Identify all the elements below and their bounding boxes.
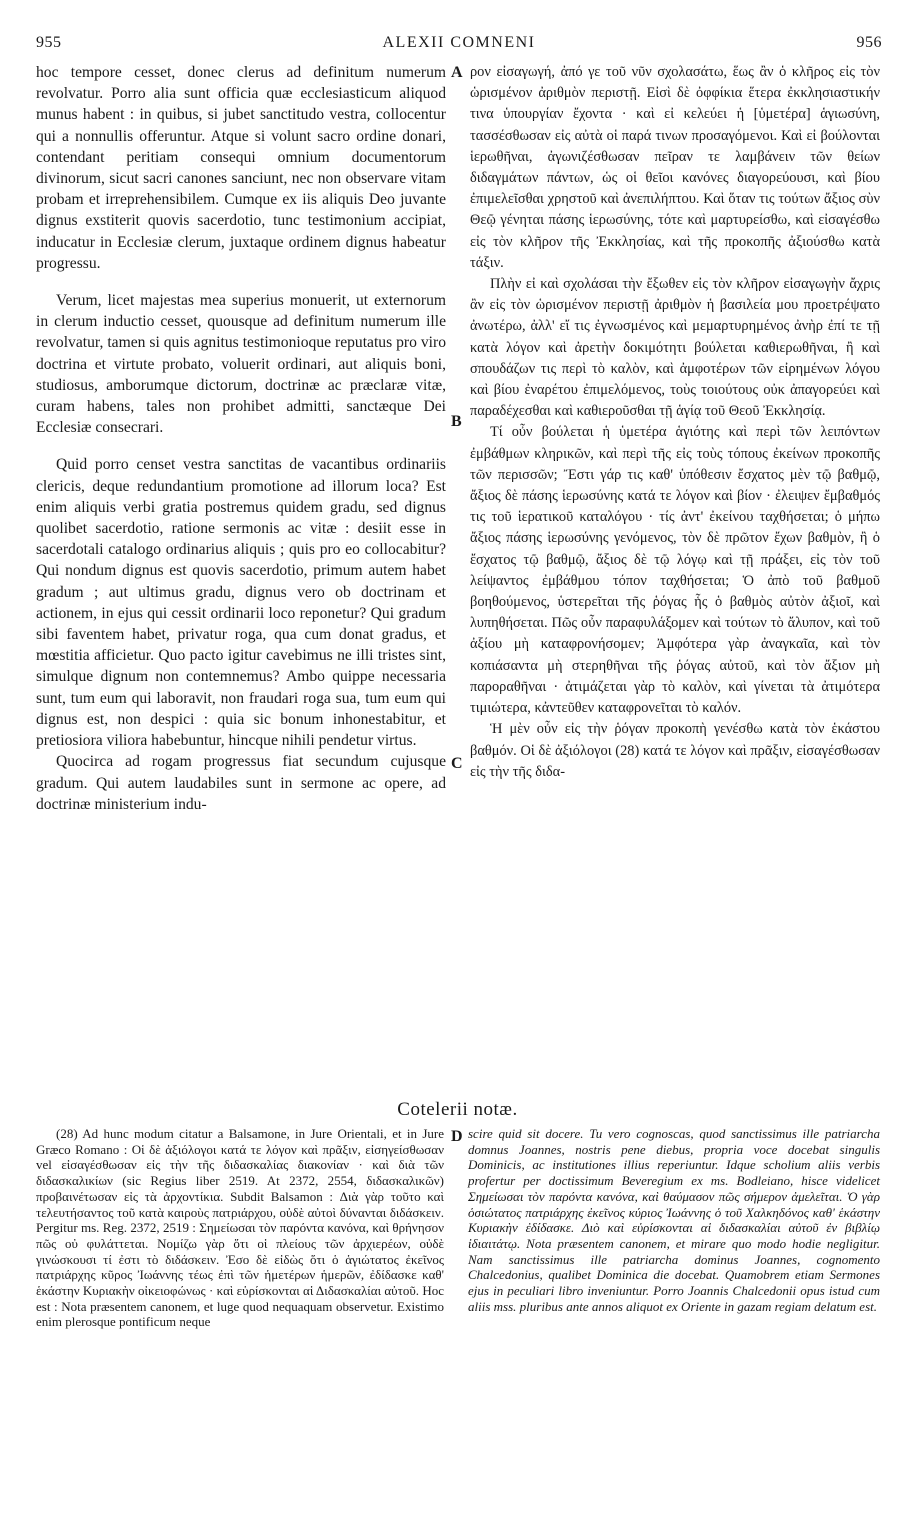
latin-paragraph: Verum, licet majestas mea superius monuerit, ut externorum in clerum inductio cesset, quousque ad definitum numerum ille revolvatur, tamen si quis agnitus testimonioque reputatus pro viro doctrina et virtute probato, voluerit ordinari, aut aliquis boni, studiosus, amborumque dictorum, doctrinæ ac præclaræ vitæ, curam habens, tales non prohibet admitti, sanctæque Dei Ecclesiæ consecrari.	[36, 292, 446, 437]
margin-marker-c: C	[451, 755, 463, 772]
margin-marker-a: A	[451, 64, 463, 81]
running-title: ALEXII COMNENI	[382, 34, 536, 51]
notes-title: Cotelerii notæ.	[397, 1099, 518, 1120]
note-paragraph: (28) Ad hunc modum citatur a Balsamone, in Jure Orientali, et in Jure Græco Romano : Οἱ δὲ ἀξιόλογοι κατά τε λόγον καὶ πρᾶξιν, εἰσηγείσθωσαν vel εἰσαγέσθωσαν εἰς τὴν τῆς διδασκαλίας διακονίαν · καὶ διὰ τῶν διδασκαλικίων (sic Regius liber 2519. At 2372, 2554, διδασκαλικῶν) προβαινέτωσαν εἰς τὰ ἀρχοντίκια. Subdit Balsamon : Διὰ γὰρ τοῦτο καὶ τελευτήσαντος τοῦ κατὰ καιροὺς πατριάρχου, οὐδὲ αὐτοὶ δύνανται διδάσκειν. Pergitur ms. Reg. 2372, 2519 : Σημείωσαι τὸν παρόντα κανόνα, καὶ θρήνησον πῶς οὐ φυλάττεται. Νομίζω γὰρ ὅτι οἱ πλείους τῶν ἀρχιερέων, οὐδὲ γινώσκουσι τί ἐστι τὸ διδάσκειν. Ἐσο δὲ εἰδὼς ὅτι ὁ ἁγιώτατος ἐκεῖνος πατριάρχης κῦρος Ἰωάννης τέως ἐπὶ τῶν ἡμετέρων ἡμερῶν, ἐδίδασκε καθ' ἑκάστην Κυριακὴν οἰκειοφώνως · καὶ εὑρίσκονται αἱ Διδασκαλίαι αὐτοῦ. Hoc est : Nota præsentem canonem, et luge quod nequaquam observetur. Existimo enim plerosque pontificum neque	[36, 1126, 444, 1330]
note-paragraph: scire quid sit docere. Tu vero cognoscas, quod sanctissimus ille patriarcha domnus Joannes, nostris pene diebus, propria voce docebat singulis Dominicis, ac institutiones illius reperiuntur. Idque scholium aliis verbis profertur per doctissimum Beveregium ex ms. Bodleiano, hisce videlicet Σημείωσαι τὸν παρόντα κανόνα, καὶ θαύμασον πῶς σήμερον ἀμελεῖται. Ὁ γὰρ ὁσιώτατος πατριάρχης ἐκεῖνος κύριος Ἰωάννης ὁ τοῦ Χαλκηδόνος καθ' ἑκάστην Κυριακὴν ἐδίδασκε. Διὸ καὶ εὑρίσκονται αἱ διδασκαλίαι αὐτοῦ ἐν βιβλίῳ ἰδιαιτάτῳ. Nota præsentem canonem, et mirare quo modo hodie negligitur. Nam sanctissimus ille patriarcha dominus Joannes, cognomento Chalcedonius, qualibet Dominica die docebat. Quamobrem etiam Sermones ejus in peculiari libro inveniuntur. Porro Joannis Chalcedonii opus istud cum aliis mss. pluribus ante annos aliquot ex Oriente in gazam regiam delatum est.	[468, 1126, 880, 1314]
latin-column	[36, 62, 446, 815]
latin-paragraph: Quid porro censet vestra sanctitas de vacantibus ordinariis clericis, deque redundantium promotione ad illorum loca? Est enim aliquis verbi gratia postremus quidem gradu, sed dignus quolibet sacerdotio, ratione sermonis ac vitæ : desiit esse in sacerdotali catalogo ordinarius aliquis ; quis pro eo collocabitur? Qui nondum dignus est quovis sacerdotio, primum autem habet gradum ; aut ultimus gradu, dignus vero ob doctrinam et actionem, in ejus qui cessit ordinarii loco reponetur? Qui gradum sibi faventem habet, privatur roga, qua cum donat gradus, et mœstitia afficietur. Quo pacto igitur cavebimus ne illi tristes sint, simulque dignum non contemnemus? Ambo quippe necessaria sunt, tum eum qui laboravit, non fraudari roga sua, tum eum qui dignus est, non despici : quia sic bonum inhonestabitur, et pretiosiora viliora habebuntur, hincque nihili pendetur virtus.	[36, 456, 446, 750]
latin-paragraph: hoc tempore cesset, donec clerus ad definitum numerum revolvatur. Porro alia sunt officia quæ ecclesiasticum aliquod munus habent : in quibus, si jubet sanctitudo vestra, collocentur qui a nonnullis offeruntur. Atque si volunt sacro ordine donari, contendant peritiam consequi omnium documentorum divinorum, sicut sacri canones sanciunt, nec non observare vitam probam et irreprehensibilem. Cumque ex iis aliquis Deo juvante dignus exstiterit quovis sacerdotio, tunc testimonium accipiat, inducatur in Ecclesiæ clerum, juxtaque ordinem dignus habeatur progressu.	[36, 64, 446, 272]
greek-column	[470, 62, 880, 783]
greek-paragraph: ρον εἰσαγωγή, ἀπό γε τοῦ νῦν σχολασάτω, ἕως ἂν ὁ κλῆρος εἰς τὸν ὡρισμένον ἀριθμὸν περιστῇ. Εἰσὶ δὲ ὀφφίκια ἕτερα ἐκκλησιαστικήν τινα ὑπουργίαν ἔχοντα · καὶ εἰ κελεύει ἡ [ὑμετέρα] ἁγιωσύνη, τασσέσθωσαν εἰς αὐτὰ οἱ παρά τινων προσαγόμενοι. Καὶ εἰ βούλονται ἱερωθῆναι, ἀγωνιζέσθωσαν πεῖραν τε λαμβάνειν τῶν θείων διδαγμάτων πάντων, ὡς οἱ θεῖοι κανόνες διαγορεύουσι, καὶ βίου ἐπιμελεῖσθαι χρηστοῦ καὶ ἀνεπιλήπτου. Καὶ ὅταν τις τούτων ἄξιος σὺν Θεῷ γένηται πάσης ἱερωσύνης, τότε καὶ μαρτυρείσθω, καὶ εἰσαγέσθω εἰς τὸν κλῆρον τῆς Ἐκκλησίας, καὶ τῆς προκοπῆς ἀξιούσθω κατὰ τάξιν.	[470, 64, 880, 271]
greek-paragraph: Τί οὖν βούλεται ἡ ὑμετέρα ἁγιότης καὶ περὶ τῶν λειπόντων ἐμβάθμων κληρικῶν, καὶ περὶ τῆς εἰς τοὺς τόπους ἐκείνων προκοπῆς τῶν περισσῶν; Ἔστι γάρ τις καθ' ὑπόθεσιν ἔσχατος μὲν τῷ βαθμῷ, ἄξιος δὲ πάσης ἱερωσύνης κατά τε λόγον καὶ βίον · ἐλειψεν ἔμβαθμός τις τοῦ ἱερατικοῦ καταλόγου · τίς ἀντ' ἐκείνου ταχθήσεται; ὁ μήπω ἄξιος πάσης ἱερωσύνης γενόμενος, τὸν δὲ πρῶτον ἔχων βαθμὸν, ἢ ὁ ἔσχατος τῷ βαθμῷ, ἄξιος δὲ τῷ λόγῳ καὶ τῇ πράξει, εἰς τὸν τοῦ λείψαντος ἐμβάθμου τόπον ταχθήσεται; Ὁ ἀπὸ τοῦ βαθμοῦ βοηθούμενος, ὑστερεῖται τῆς ῥόγας ἧς ὁ βαθμὸς αὐτὸν ἀξιοῖ, καὶ λυπηθήσεται. Πῶς οὖν παραφυλάξομεν καὶ τούτων τὸ ἄλυπον, καὶ τοῦ ἀξίου μὴ καταφρονήσομεν; Ἀμφότερα γὰρ ἀναγκαῖα, καὶ τὸν κοπιάσαντα μὴ στερηθῆναι τῆς ῥόγας αὐτοῦ, καὶ τὸν ἄξιον μὴ παροραθῆναι · ἀτιμάζεται γὰρ τὸ καλὸν, καὶ γίνεται τὰ ἀτιμότερα τιμιώτερα, κἀντεῦθεν καταφρονεῖται τὸ καλόν.	[470, 424, 880, 717]
notes-right-column	[468, 1126, 880, 1314]
greek-paragraph: Πλὴν εἰ καὶ σχολάσαι τὴν ἔξωθεν εἰς τὸν κλῆρον εἰσαγωγὴν ἄχρις ἂν εἰς τὸν ὡρισμένον περιστῇ ἀριθμὸν ἡ βασιλεία μου προετρέψατο ἀνωτέρω, ἀλλ' εἴ τις ἐγνωσμένος καὶ μεμαρτυρημένος ἀνὴρ ἐπί τε τῇ κατὰ λόγον καὶ ἀρετὴν δοκιμότητι βούλεται καθιερωθῆναι, ἢ καὶ σπουδάζων τις περὶ τὸ καλὸν, καὶ ἀμφοτέρων τῶν εἰρημένων λόγου καὶ βίου ἐναρέτου ἐπιμελόμενος, τοὺς τοιούτους οὐκ ἀπαγορεύει καὶ παραδέχεσθαι καὶ καθιεροῦσθαι τῇ ἁγίᾳ τοῦ Θεοῦ Ἐκκλησίᾳ.	[470, 276, 880, 420]
greek-paragraph: Ἡ μὲν οὖν εἰς τὴν ῥόγαν προκοπὴ γενέσθω κατὰ τὸν ἑκάστου βαθμόν. Οἱ δὲ ἀξιόλογοι (28) κατά τε λόγον καὶ πρᾶξιν, εἰσαγέσθωσαν εἰς τὴν τῆς διδα-	[470, 721, 880, 780]
page-number-right: 956	[856, 34, 882, 51]
margin-marker-b: B	[451, 413, 462, 430]
latin-paragraph: Quocirca ad rogam progressus fiat secundum cujusque gradum. Qui autem laudabiles sunt in sermone ac opere, ad doctrinæ ministerium indu-	[36, 753, 446, 813]
running-header	[36, 34, 882, 58]
notes-left-column	[36, 1126, 444, 1330]
page-number-left: 955	[36, 34, 62, 51]
margin-marker-d: D	[451, 1128, 463, 1145]
